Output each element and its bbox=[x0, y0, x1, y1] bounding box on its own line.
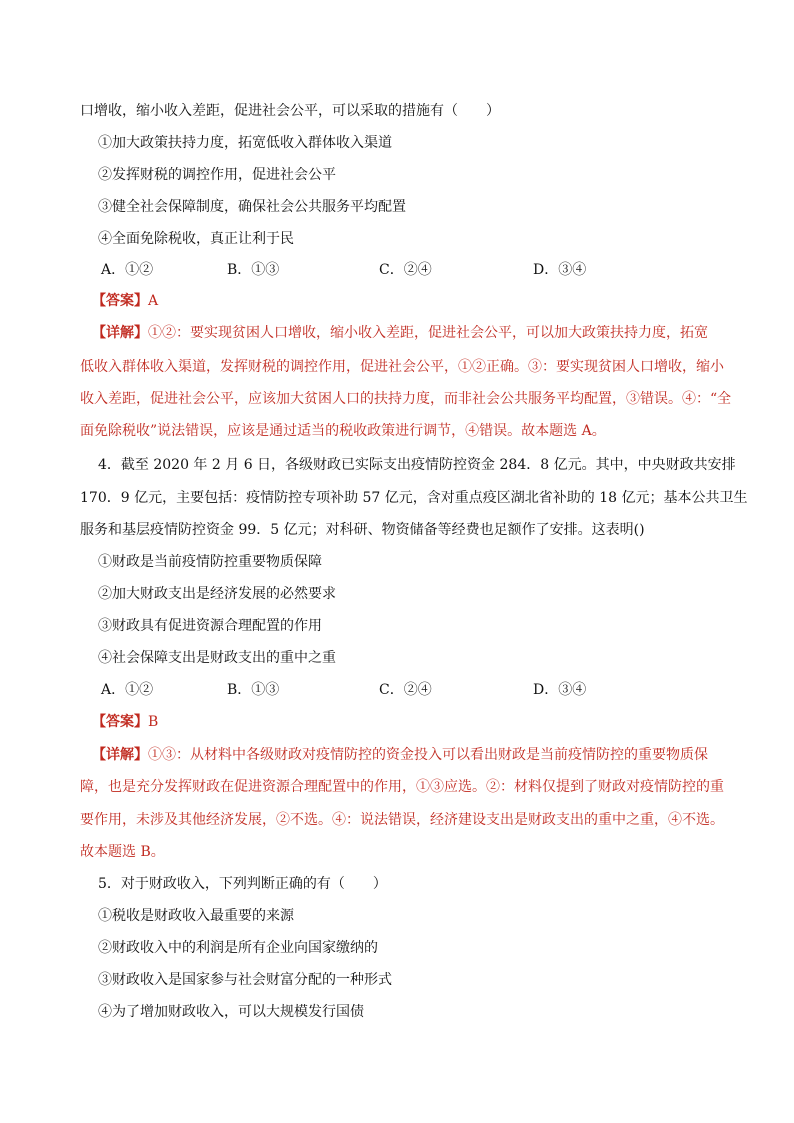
q4-options bbox=[101, 680, 701, 700]
q4-detail-tag: 【详解】 bbox=[92, 747, 148, 763]
q3-option-d: D．③④ bbox=[533, 262, 587, 278]
q5-item-3: ③财政收入是国家参与社会财富分配的一种形式 bbox=[98, 972, 392, 988]
q3-option-c: C．②④ bbox=[379, 262, 432, 278]
q3-detail-tag: 【详解】 bbox=[92, 325, 148, 341]
q4-option-c: C．②④ bbox=[379, 682, 432, 698]
q3-answer-tag: 【答案】 bbox=[92, 293, 148, 309]
q5-item-4: ④为了增加财政收入，可以大规模发行国债 bbox=[98, 1004, 364, 1020]
q3-answer-value: A bbox=[148, 293, 159, 309]
q3-item-3: ③健全社会保障制度，确保社会公共服务平均配置 bbox=[98, 199, 406, 215]
q3-detail-line-3: 收入差距，促进社会公平，应该加大贫困人口的扶持力度，而非社会公共服务平均配置，③错误。④：“全 bbox=[80, 391, 732, 407]
q3-option-a: A．①② bbox=[101, 262, 154, 278]
q5-stem: 5．对于财政收入，下列判断正确的有（ ） bbox=[98, 876, 387, 892]
q3-item-2: ②发挥财税的调控作用，促进社会公平 bbox=[98, 167, 336, 183]
q4-detail-line-4: 故本题选 B。 bbox=[80, 844, 165, 860]
q3-detail-line-1: 【详解】①②：要实现贫困人口增收，缩小收入差距，促进社会公平，可以加大政策扶持力度，拓宽 bbox=[92, 325, 708, 341]
q4-answer-value: B bbox=[148, 714, 159, 730]
q3-item-1: ①加大政策扶持力度，拓宽低收入群体收入渠道 bbox=[98, 135, 392, 151]
q4-item-2: ②加大财政支出是经济发展的必然要求 bbox=[98, 586, 336, 602]
q5-item-1: ①税收是财政收入最重要的来源 bbox=[98, 908, 294, 924]
q4-item-1: ①财政是当前疫情防控重要物质保障 bbox=[98, 554, 322, 570]
q3-item-4: ④全面免除税收，真正让利于民 bbox=[98, 231, 294, 247]
q4-detail-line-1: 【详解】①③：从材料中各级财政对疫情防控的资金投入可以看出财政是当前疫情防控的重要物质保 bbox=[92, 747, 708, 763]
q4-option-d: D．③④ bbox=[533, 682, 587, 698]
q5-item-2: ②财政收入中的利润是所有企业向国家缴纳的 bbox=[98, 940, 378, 956]
q4-detail-line-2: 障，也是充分发挥财政在促进资源合理配置中的作用，①③应选。②：材料仅提到了财政对疫情防控的重 bbox=[80, 779, 724, 795]
q4-stem-line-1: 4．截至 2020 年 2 月 6 日，各级财政已实际支出疫情防控资金 284．8 亿元。其中，中央财政共安排 bbox=[98, 457, 736, 473]
q3-detail-line-4: 面免除税收”说法错误，应该是通过适当的税收政策进行调节，④错误。故本题选 A。 bbox=[80, 423, 606, 439]
q3-stem-end: 口增收，缩小收入差距，促进社会公平，可以采取的措施有（ ） bbox=[80, 103, 500, 119]
q4-stem-line-3: 服务和基层疫情防控资金 99．5 亿元；对科研、物资储备等经费也足额作了安排。这表明() bbox=[80, 522, 645, 538]
q3-answer bbox=[92, 291, 158, 311]
q4-item-3: ③财政具有促进资源合理配置的作用 bbox=[98, 618, 322, 634]
q4-detail-line-3: 要作用，未涉及其他经济发展，②不选。④：说法错误，经济建设支出是财政支出的重中之重，④不选。 bbox=[80, 812, 724, 828]
q4-answer bbox=[92, 712, 158, 732]
q4-answer-tag: 【答案】 bbox=[92, 714, 148, 730]
q3-options bbox=[101, 260, 701, 280]
q4-item-4: ④社会保障支出是财政支出的重中之重 bbox=[98, 650, 336, 666]
q3-detail-line-2: 低收入群体收入渠道，发挥财税的调控作用，促进社会公平，①②正确。③：要实现贫困人口增收，缩小 bbox=[80, 359, 724, 375]
q3-option-b: B．①③ bbox=[227, 262, 280, 278]
q4-option-b: B．①③ bbox=[227, 682, 280, 698]
q4-option-a: A．①② bbox=[101, 682, 154, 698]
q4-stem-line-2: 170．9 亿元，主要包括：疫情防控专项补助 57 亿元，含对重点疫区湖北省补助的 18 亿元；基本公共卫生 bbox=[80, 490, 748, 506]
